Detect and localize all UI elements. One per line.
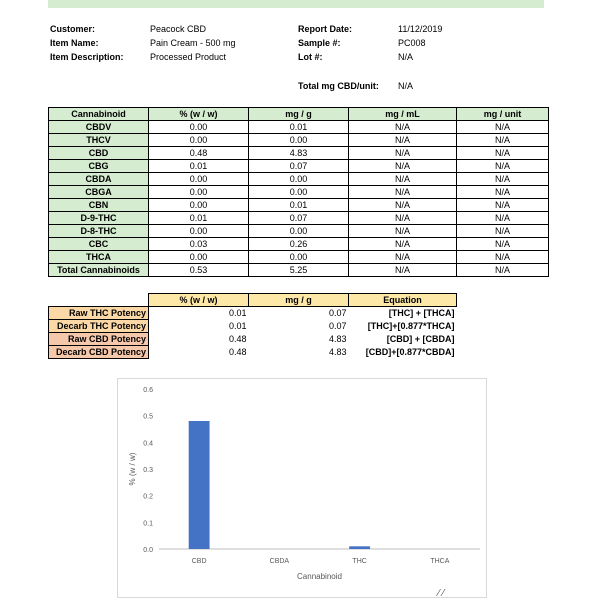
table-cell: N/A [457,121,549,134]
table-cell: N/A [349,173,457,186]
y-axis-title: % (w / w) [128,452,137,486]
lot-label: Lot #: [298,52,323,62]
potency-label: Decarb THC Potency [49,320,149,333]
table-cell: 0.00 [249,225,349,238]
table-cell: N/A [457,147,549,160]
table-row [49,186,549,199]
table-row [49,212,549,225]
table-cell: N/A [349,160,457,173]
potency-mg: 0.07 [328,308,347,319]
column-header: mg / g [249,108,349,121]
table-header-row [49,108,549,121]
table-cell: 0.00 [149,134,249,147]
cannabinoid-name: D-9-THC [49,212,149,225]
table-row [49,199,549,212]
table-cell: 0.03 [149,238,249,251]
table-cell: N/A [457,134,549,147]
total-cbd-value: N/A [398,81,414,91]
cannabinoid-name: CBN [49,199,149,212]
table-cell: N/A [349,225,457,238]
table-cell: N/A [457,212,549,225]
table-cell: 0.00 [149,199,249,212]
potency-percent: 0.48 [228,347,247,357]
table-cell: 0.00 [249,251,349,264]
cannabinoid-name: CBDV [49,121,149,134]
potency-percent: 0.01 [228,308,247,319]
table-cell: 0.00 [149,225,249,238]
potency-header-spacer [49,294,149,307]
total-cell: 0.53 [149,264,249,277]
x-tick-label: CBDA [269,558,290,565]
item-description-value: Processed Product [150,52,227,62]
table-cell: 0.00 [149,186,249,199]
x-tick-label: THCA [430,558,450,565]
y-tick-label: 0.4 [143,440,153,448]
table-cell: N/A [457,225,549,238]
table-cell: N/A [457,238,549,251]
table-cell: N/A [349,212,457,225]
table-row [49,134,549,147]
table-cell: N/A [349,199,457,212]
x-axis-title: Cannabinoid [297,572,342,581]
table-cell: 0.00 [249,186,349,199]
column-header: mg / mL [349,108,457,121]
table-cell: N/A [457,160,549,173]
table-row [49,251,549,264]
table-cell: 0.07 [249,212,349,225]
table-cell: N/A [457,251,549,264]
cannabinoid-name: CBC [49,238,149,251]
table-cell: 0.00 [149,173,249,186]
potency-row [49,333,457,346]
y-tick-label: 0.1 [143,520,153,528]
table-cell: N/A [349,147,457,160]
table-cell: 0.01 [249,121,349,134]
table-cell: 0.01 [149,212,249,225]
table-cell: 0.00 [149,251,249,264]
y-tick-label: 0.0 [143,547,153,554]
potency-mg: 0.07 [328,321,347,331]
potency-header-row [49,294,457,307]
total-label: Total Cannabinoids [49,264,149,277]
customer-value: Peacock CBD [150,24,207,34]
table-row [49,160,549,173]
potency-equation: [THC]+[0.877*THCA] [367,321,455,331]
y-tick-label: 0.3 [143,467,153,474]
potency-label: Raw THC Potency [49,307,149,320]
table-cell: 0.01 [249,199,349,212]
potency-label: Decarb CBD Potency [49,346,149,359]
potency-mg: 4.83 [328,347,347,357]
item-name-label: Item Name: [50,38,99,48]
cannabinoid-name: THCV [49,134,149,147]
table-cell: N/A [349,251,457,264]
table-cell: N/A [349,121,457,134]
cannabinoid-name: CBG [49,160,149,173]
y-tick-label: 0.6 [143,387,153,394]
chart-canvas [118,379,486,597]
cannabinoid-name: CBDA [49,173,149,186]
table-cell: N/A [349,186,457,199]
table-cell: N/A [457,173,549,186]
table-cell: 0.26 [249,238,349,251]
cannabinoid-table [48,107,549,277]
table-row [49,238,549,251]
table-cell: 0.01 [149,160,249,173]
potency-row [49,320,457,333]
cannabinoid-name: D-8-THC [49,225,149,238]
table-cell: N/A [457,186,549,199]
table-row [49,147,549,160]
table-row [49,225,549,238]
potency-column-header: mg / g [249,294,349,307]
table-cell: N/A [457,199,549,212]
column-header: Cannabinoid [49,108,149,121]
potency-row [49,346,457,359]
top-banner [48,0,544,8]
potency-percent: 0.01 [228,321,247,331]
potency-column-header: % (w / w) [149,294,249,307]
potency-percent: 0.48 [228,334,247,344]
sample-label: Sample #: [298,38,341,48]
potency-equation: [THC] + [THCA] [388,308,455,319]
column-header: % (w / w) [149,108,249,121]
bar-thc [349,546,370,549]
total-cell: 5.25 [249,264,349,277]
potency-table [48,293,457,359]
table-row [49,121,549,134]
y-tick-label: 0.5 [143,413,153,421]
lot-value: N/A [398,52,414,62]
potency-row [49,307,457,320]
bar-cbd [189,421,210,549]
table-cell: N/A [349,134,457,147]
total-cell: N/A [457,264,549,277]
table-cell: 4.83 [249,147,349,160]
sample-value: PC008 [398,38,426,48]
table-row [49,173,549,186]
total-cell: N/A [349,264,457,277]
table-cell: 0.48 [149,147,249,160]
table-cell: 0.00 [249,134,349,147]
cannabinoid-name: THCA [49,251,149,264]
table-cell: 0.07 [249,160,349,173]
customer-label: Customer: [50,24,96,34]
cannabinoid-name: CBD [49,147,149,160]
potency-equation: [CBD] + [CBDA] [386,334,455,344]
x-tick-label: CBD [191,558,207,565]
total-row [49,264,549,277]
item-description-label: Item Description: [50,52,124,62]
total-cbd-label: Total mg CBD/unit: [298,81,379,91]
column-header: mg / unit [457,108,549,121]
potency-equation: [CBD]+[0.877*CBDA] [365,347,455,357]
potency-label: Raw CBD Potency [49,333,149,346]
report-date-label: Report Date: [298,24,353,34]
potency-bar-chart [117,378,487,598]
item-name-value: Pain Cream - 500 mg [150,38,236,48]
table-cell: N/A [349,238,457,251]
table-cell: 0.00 [149,121,249,134]
x-tick-label: THC [352,558,367,565]
cannabinoid-name: CBGA [49,186,149,199]
potency-column-header: Equation [349,294,457,307]
potency-mg: 4.83 [328,334,347,344]
table-cell: 0.00 [249,173,349,186]
y-tick-label: 0.2 [143,493,153,501]
report-date-value: 11/12/2019 [398,24,443,34]
signature-mark: ⁄ ⁄ [438,588,445,599]
